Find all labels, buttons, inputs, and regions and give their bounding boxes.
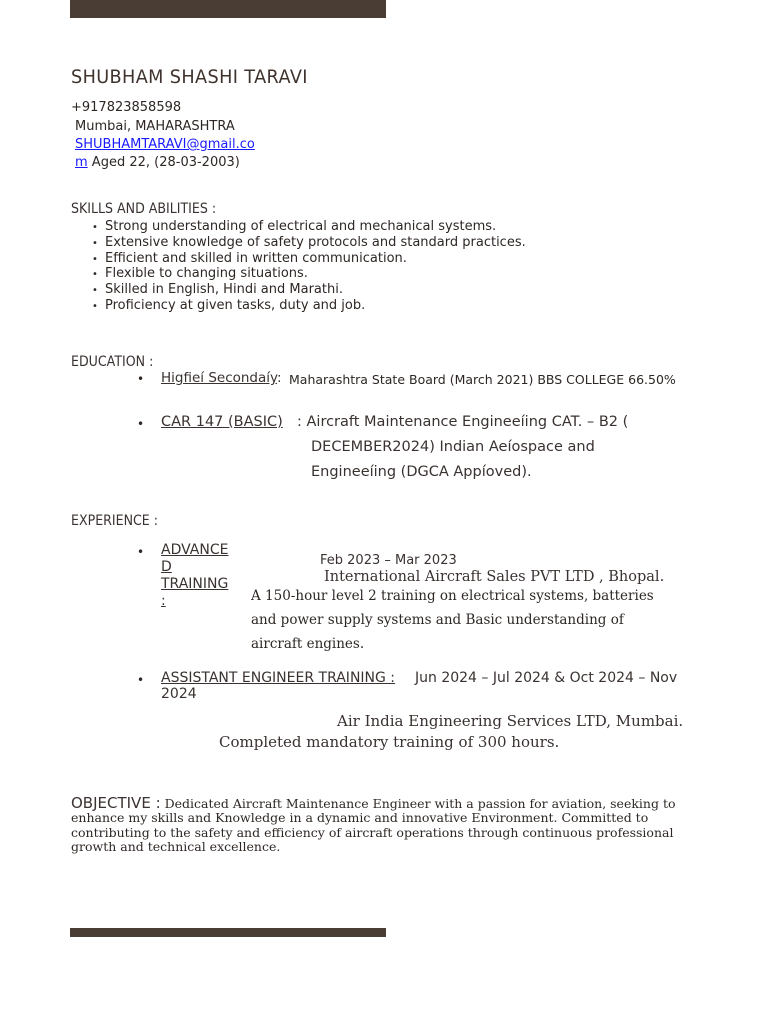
experience-item-dates: Jun 2024 – Jul 2024 & Oct 2024 – Nov: [415, 670, 678, 686]
bullet-icon: •: [92, 285, 98, 297]
bullet-icon: •: [92, 253, 98, 265]
experience-item-desc: aircraft engines.: [251, 636, 365, 652]
objective-text: Dedicated Aircraft Maintenance Engineer with a passion for aviation, seeking to enhance my skills and Knowledge in a dynamic and innovative Environment. Committed to contributing to the safety and efficiency of aircraft operations through continuous professional growth and technical excellence.: [71, 796, 676, 854]
email-age-line: [75, 155, 240, 170]
education-item-desc: DECEMBER2024) Indian Aeíospace and: [311, 439, 595, 455]
candidate-name: SHUBHAM SHASHI TARAVI: [71, 66, 308, 88]
list-item: • Proficiency at given tasks, duty and job.: [92, 297, 366, 313]
experience-item-dates: Feb 2023 – Mar 2023: [320, 553, 457, 568]
email-link-continuation[interactable]: m: [75, 155, 88, 170]
education-item-desc: : Aircraft Maintenance Engineeíing CAT. – B2 (: [297, 414, 629, 430]
list-item: • Skilled in English, Hindi and Marathi.: [92, 282, 343, 298]
skills-heading: SKILLS AND ABILITIES :: [71, 201, 217, 217]
list-item: • Strong understanding of electrical and mechanical systems.: [92, 219, 497, 234]
education-item-desc: Engineeíing (DGCA Appíoved).: [311, 464, 532, 480]
bullet-icon: •: [137, 545, 145, 559]
age: Aged 22, (28-03-2003): [87, 155, 240, 170]
address: Mumbai, MAHARASHTRA: [75, 119, 235, 134]
bottom-decorative-bar: [70, 928, 386, 937]
top-decorative-bar: [70, 0, 386, 18]
education-heading: EDUCATION :: [71, 354, 154, 370]
education-item-desc: Maharashtra State Board (March 2021) BBS COLLEGE 66.50%: [289, 372, 676, 387]
experience-item-company: Air India Engineering Services LTD, Mumbai.: [337, 712, 684, 730]
experience-heading: EXPERIENCE :: [71, 513, 159, 529]
list-item: • Extensive knowledge of safety protocols and standard practices.: [92, 234, 526, 250]
experience-item-title: :: [161, 593, 166, 609]
bullet-icon: •: [137, 673, 145, 687]
phone-number: +917823858598: [71, 100, 182, 115]
email-link[interactable]: SHUBHAMTARAVI@gmail.co: [75, 137, 255, 152]
objective-label: OBJECTIVE :: [71, 794, 161, 812]
education-item-title: Higfieí Secondaíy:: [161, 370, 282, 386]
skills-list: [92, 219, 526, 314]
experience-item-title: TRAINING: [161, 576, 229, 592]
objective-paragraph: [71, 796, 711, 854]
bullet-icon: •: [92, 269, 98, 281]
experience-item-company: International Aircraft Sales PVT LTD , Bhopal.: [324, 569, 665, 585]
experience-item-title: D: [161, 559, 172, 575]
experience-item-title: ADVANCE: [161, 542, 229, 558]
bullet-icon: •: [92, 222, 98, 233]
experience-item-desc: Completed mandatory training of 300 hours.: [219, 733, 560, 751]
education-item-title: CAR 147 (BASIC): [161, 414, 283, 430]
bullet-icon: •: [92, 300, 98, 312]
list-item: • Efficient and skilled in written communication.: [92, 250, 407, 266]
list-item: • Flexible to changing situations.: [92, 266, 308, 282]
bullet-icon: •: [137, 372, 145, 386]
bullet-icon: •: [137, 417, 145, 431]
experience-item-dates: 2024: [161, 686, 197, 702]
experience-item-title: ASSISTANT ENGINEER TRAINING :: [161, 670, 396, 686]
experience-item-desc: and power supply systems and Basic understanding of: [251, 612, 624, 628]
bullet-icon: •: [92, 237, 98, 249]
experience-item-desc: A 150-hour level 2 training on electrical systems, batteries: [251, 588, 654, 604]
